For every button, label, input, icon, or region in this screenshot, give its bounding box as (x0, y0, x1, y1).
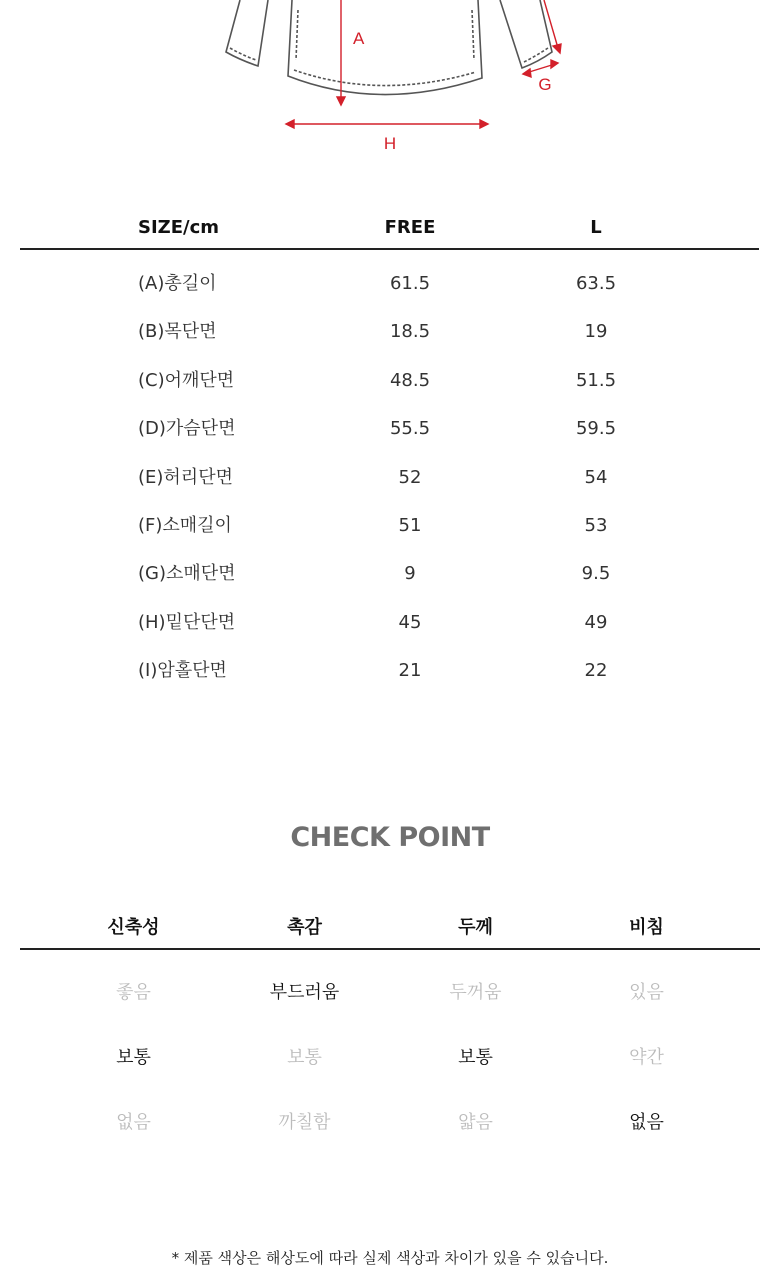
header-texture: 촉감 (287, 917, 322, 938)
row-free-value: 21 (398, 660, 422, 682)
row-label: (F)소매길이 (138, 514, 232, 536)
size-table-body (20, 260, 759, 696)
notes (0, 1246, 780, 1270)
table-row (20, 647, 759, 695)
garment-size-diagram (0, 0, 780, 170)
table-row (20, 308, 759, 356)
check-point-title: CHECK POINT (290, 822, 490, 853)
row-label: (I)암홀단면 (138, 660, 227, 682)
table-row (20, 550, 759, 598)
row-label: (B)목단면 (138, 321, 217, 343)
table-row (20, 260, 759, 308)
check-row (20, 960, 760, 1025)
row-free-value: 18.5 (389, 321, 431, 343)
label-a: A (353, 29, 365, 48)
table-row (20, 599, 759, 647)
row-free-value: 48.5 (389, 369, 431, 391)
size-table-header (20, 208, 759, 250)
check-option: 약간 (629, 1047, 664, 1068)
check-option: 얇음 (458, 1112, 493, 1133)
garment-outline (226, 0, 552, 95)
check-row (20, 1025, 760, 1090)
header-thickness: 두께 (458, 917, 493, 938)
check-option: 두꺼움 (449, 982, 502, 1003)
check-option-selected: 부드러움 (269, 982, 340, 1003)
row-l-value: 51.5 (575, 369, 617, 391)
check-point-table (20, 908, 760, 1155)
row-label: (A)총길이 (138, 273, 217, 294)
row-free-value: 55.5 (389, 418, 431, 440)
row-free-value: 61.5 (389, 273, 431, 294)
table-row (20, 454, 759, 502)
header-free: FREE (384, 217, 436, 238)
row-label: (D)가슴단면 (138, 418, 236, 440)
row-l-value: 9.5 (581, 563, 611, 585)
header-sheerness: 비침 (629, 917, 664, 938)
row-free-value: 51 (398, 514, 422, 536)
check-option: 없음 (116, 1112, 151, 1133)
row-label: (G)소매단면 (138, 563, 236, 585)
row-label: (H)밑단단면 (138, 611, 236, 633)
header-stretch: 신축성 (107, 917, 160, 938)
check-option: 좋음 (116, 982, 151, 1003)
label-g: G (538, 75, 552, 94)
row-label: (C)어깨단면 (138, 369, 235, 391)
label-h: H (383, 134, 397, 153)
row-l-value: 22 (584, 660, 608, 682)
check-option: 까칠함 (278, 1112, 331, 1133)
note-line: * 제품 색상은 해상도에 따라 실제 색상과 차이가 있을 수 있습니다. (171, 1249, 609, 1267)
check-option-selected: 보통 (458, 1047, 493, 1068)
header-size: SIZE/cm (138, 217, 220, 238)
row-label: (E)허리단면 (138, 466, 233, 488)
row-l-value: 49 (584, 611, 608, 633)
row-free-value: 45 (398, 611, 422, 633)
check-row (20, 1090, 760, 1155)
row-l-value: 63.5 (575, 273, 617, 294)
row-l-value: 19 (584, 321, 608, 343)
table-row (20, 502, 759, 550)
row-l-value: 59.5 (575, 418, 617, 440)
check-option-selected: 보통 (116, 1047, 151, 1068)
measure-arrows (286, 0, 561, 128)
header-l: L (590, 217, 602, 238)
size-table (20, 208, 759, 696)
row-free-value: 9 (404, 563, 416, 585)
row-l-value: 53 (584, 514, 608, 536)
row-free-value: 52 (398, 466, 422, 488)
table-row (20, 405, 759, 453)
check-option-selected: 없음 (629, 1112, 664, 1133)
check-option: 보통 (287, 1047, 322, 1068)
table-row (20, 357, 759, 405)
row-l-value: 54 (584, 466, 608, 488)
check-point-header (20, 908, 760, 950)
check-option: 있음 (629, 982, 664, 1003)
check-point-body (20, 960, 760, 1155)
